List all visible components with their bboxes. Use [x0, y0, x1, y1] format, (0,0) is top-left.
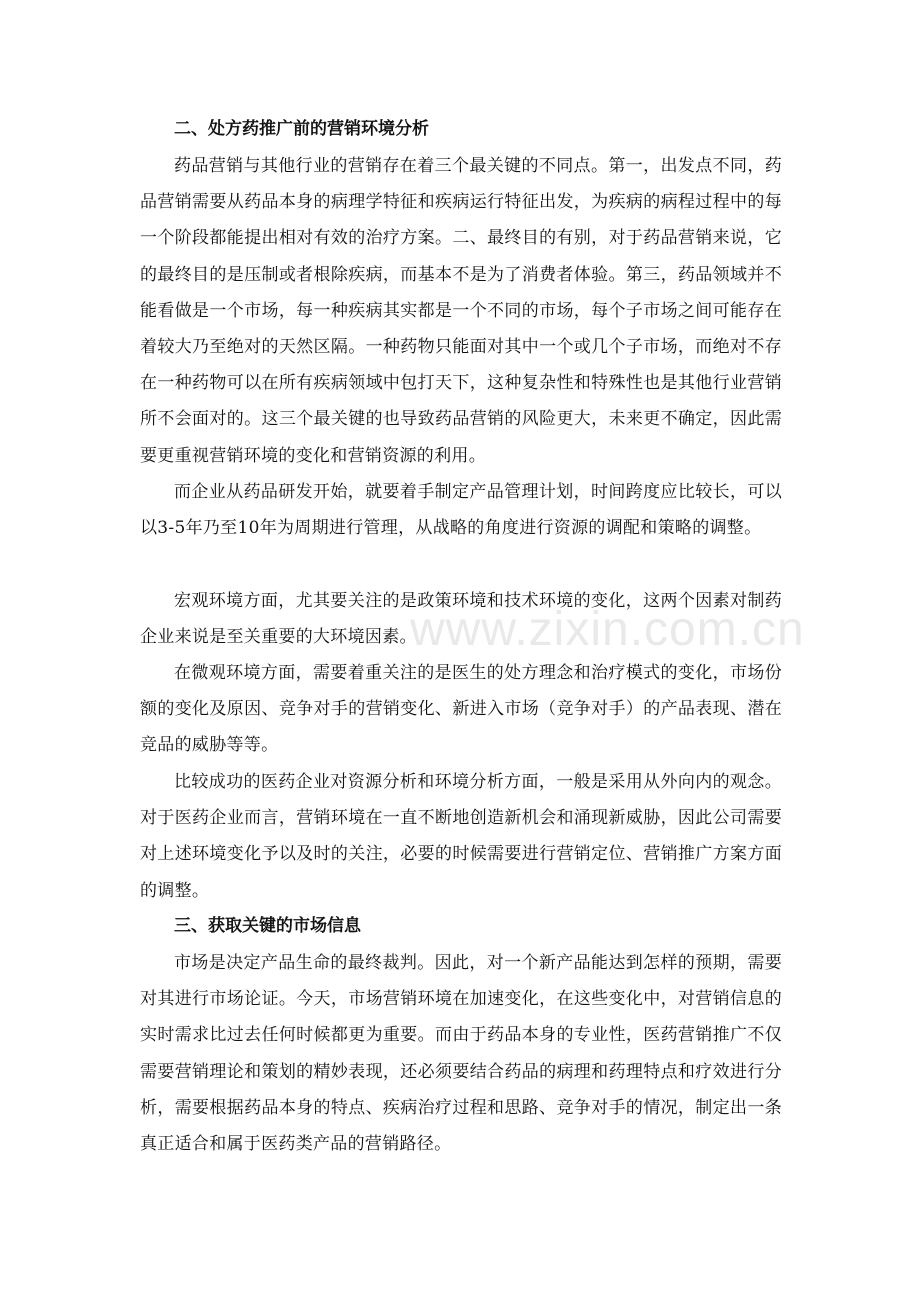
- paragraph-product-plan: 而企业从药品研发开始，就要着手制定产品管理计划，时间跨度应比较长，可以以3-5年乃至10年为周期进行管理，从战略的角度进行资源的调配和策略的调整。: [140, 482, 782, 539]
- paragraph-micro-environment: 在微观环境方面，需要着重关注的是医生的处方理念和治疗模式的变化，市场份额的变化及原因、竞争对手的营销变化、新进入市场（竞争对手）的产品表现、潜在竞品的威胁等等。: [140, 663, 782, 756]
- section-heading-3: 三、获取关键的市场信息: [174, 916, 361, 936]
- paragraph-resource-analysis: 比较成功的医药企业对资源分析和环境分析方面，一般是采用从外向内的观念。对于医药企业而言，营销环境在一直不断地创造新机会和涌现新威胁，因此公司需要对上述环境变化予以及时的关注，必要的时候需要进行营销定位、营销推广方案方面的调整。: [140, 772, 782, 901]
- paragraph-differences: 药品营销与其他行业的营销存在着三个最关键的不同点。第一，出发点不同，药品营销需要从药品本身的病理学特征和疾病运行特征出发，为疾病的病程过程中的每一个阶段都能提出相对有效的治疗方案。二、最终目的有别，对于药品营销来说，它的最终目的是压制或者根除疾病，而基本不是为了消费者体验。第三，药品领域并不能看做是一个市场，每一种疾病其实都是一个不同的市场，每个子市场之间可能存在着较大乃至绝对的天然区隔。一种药物只能面对其中一个或几个子市场，而绝对不存在一种药物可以在所有疾病领域中包打天下，这种复杂性和特殊性也是其他行业营销所不会面对的。这三个最关键的也导致药品营销的风险更大，未来更不确定，因此需要更重视营销环境的变化和营销资源的利用。: [140, 156, 782, 466]
- section-heading-2: 二、处方药推广前的营销环境分析: [174, 119, 429, 139]
- paragraph-market-information: 市场是决定产品生命的最终裁判。因此，对一个新产品能达到怎样的预期，需要对其进行市场论证。今天，市场营销环境在加速变化，在这些变化中，对营销信息的实时需求比过去任何时候都更为重要。而由于药品本身的专业性，医药营销推广不仅需要营销理论和策划的精妙表现，还必须要结合药品的病理和药理特点和疗效进行分析，需要根据药品本身的特点、疾病治疗过程和思路、竞争对手的情况，制定出一条真正适合和属于医药类产品的营销路径。: [140, 953, 782, 1155]
- watermark-text: www.zixin.com.cn: [410, 603, 805, 656]
- paragraph-macro-environment: 宏观环境方面，尤其要关注的是政策环境和技术环境的变化，这两个因素对制药企业来说是至关重要的大环境因素。: [140, 591, 782, 648]
